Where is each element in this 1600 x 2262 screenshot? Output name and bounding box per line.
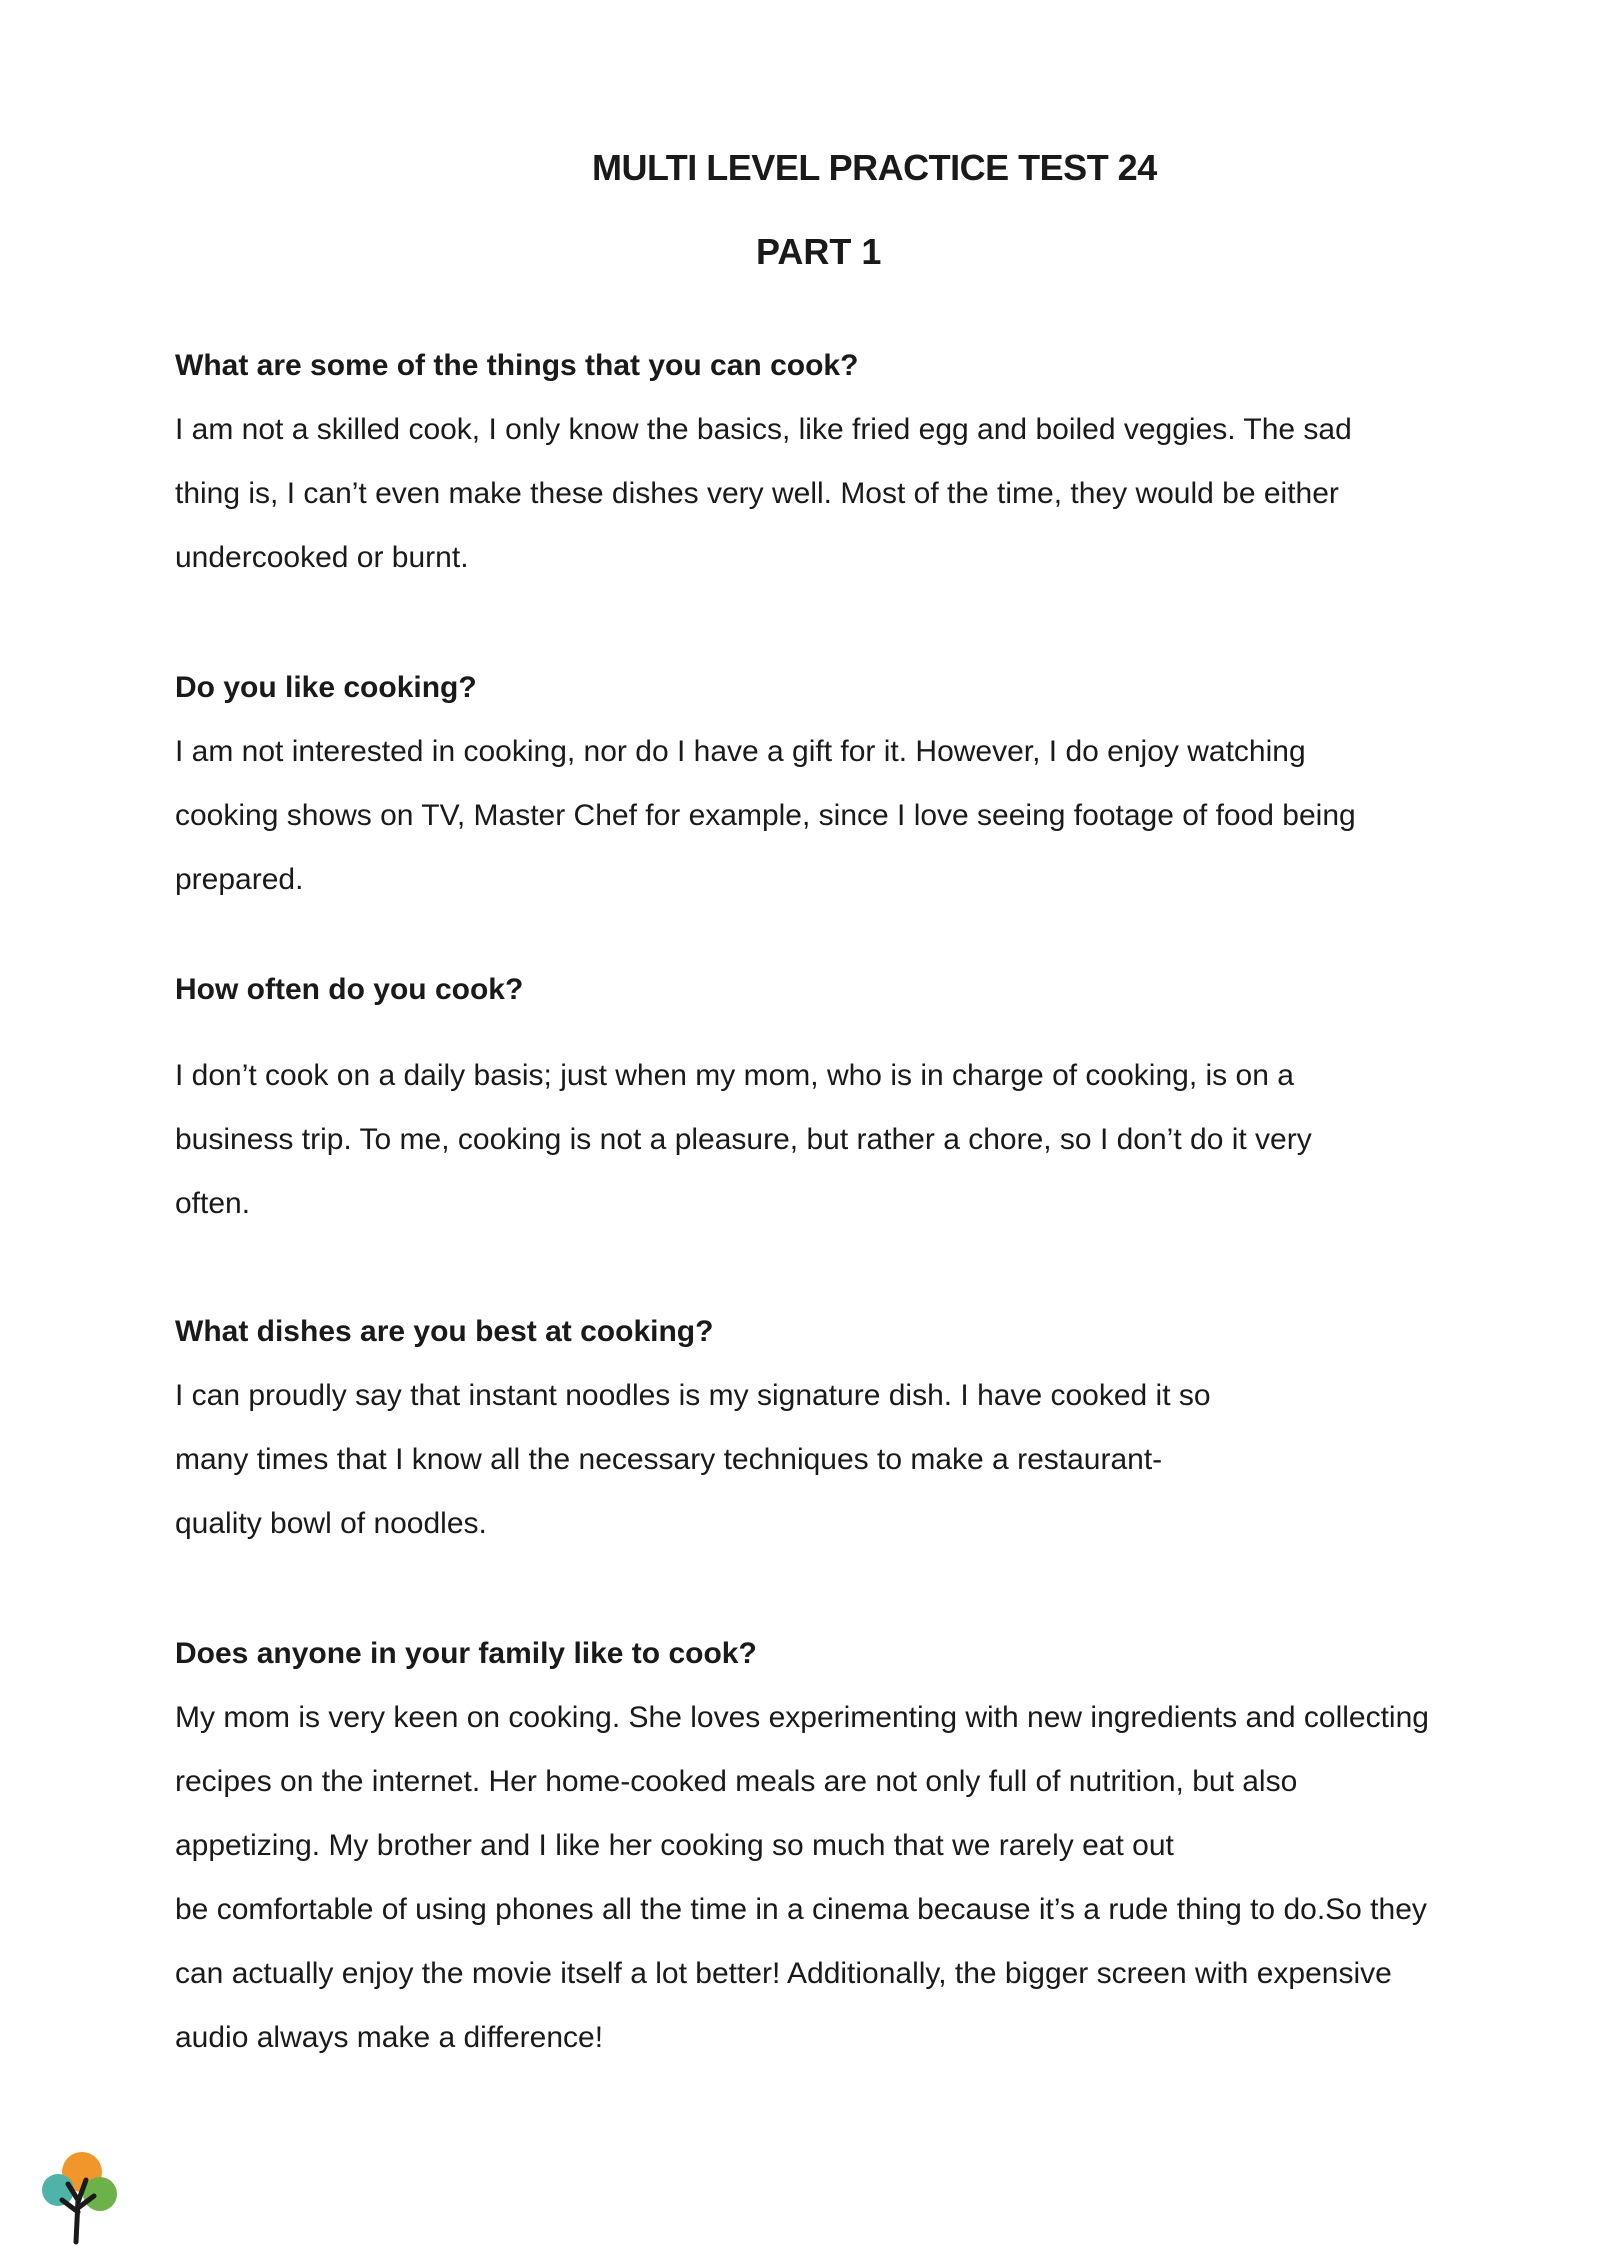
answer-line: I am not a skilled cook, I only know the basics, like fried egg and boiled veggies. The sad xyxy=(175,413,1352,446)
logo-green-leaf xyxy=(83,2177,117,2211)
question-heading: Does anyone in your family like to cook? xyxy=(175,1637,757,1670)
answer-line: I don’t cook on a daily basis; just when my mom, who is in charge of cooking, is on a xyxy=(175,1059,1294,1092)
qa-block-how-often xyxy=(175,958,1535,1236)
answer-line: be comfortable of using phones all the time in a cinema because it’s a rude thing to do.So they xyxy=(175,1893,1427,1926)
answer-line: audio always make a difference! xyxy=(175,2021,604,2054)
answer-line: business trip. To me, cooking is not a pleasure, but rather a chore, so I don’t do it very xyxy=(175,1123,1312,1156)
answer-line: can actually enjoy the movie itself a lot better! Additionally, the bigger screen with expensive xyxy=(175,1957,1392,1990)
answer-line: I can proudly say that instant noodles is my signature dish. I have cooked it so xyxy=(175,1379,1211,1412)
answer-line: recipes on the internet. Her home-cooked meals are not only full of nutrition, but also xyxy=(175,1765,1298,1798)
answer-line: quality bowl of noodles. xyxy=(175,1507,487,1540)
answer-line: undercooked or burnt. xyxy=(175,541,469,574)
answer-line: prepared. xyxy=(175,863,304,896)
answer-line: cooking shows on TV, Master Chef for example, since I love seeing footage of food being xyxy=(175,799,1356,832)
qa-block-like-cooking xyxy=(175,656,1535,912)
page-title: MULTI LEVEL PRACTICE TEST 24 xyxy=(592,147,1157,188)
answer-line: many times that I know all the necessary techniques to make a restaurant- xyxy=(175,1443,1163,1476)
part-heading: PART 1 xyxy=(756,231,882,272)
question-heading: How often do you cook? xyxy=(175,973,524,1006)
qa-block-family-cook xyxy=(175,1622,1535,2070)
answer-line: appetizing. My brother and I like her cooking so much that we rarely eat out xyxy=(175,1829,1174,1862)
answer-line: often. xyxy=(175,1187,251,1220)
answer-line: I am not interested in cooking, nor do I have a gift for it. However, I do enjoy watching xyxy=(175,735,1306,768)
qa-block-best-dishes xyxy=(175,1300,1535,1556)
question-heading: What dishes are you best at cooking? xyxy=(175,1315,714,1348)
question-heading: Do you like cooking? xyxy=(175,671,477,704)
tree-logo-icon xyxy=(40,2150,120,2245)
answer-line: My mom is very keen on cooking. She loves experimenting with new ingredients and collecting xyxy=(175,1701,1429,1734)
answer-line: thing is, I can’t even make these dishes very well. Most of the time, they would be either xyxy=(175,477,1339,510)
question-heading: What are some of the things that you can cook? xyxy=(175,349,859,382)
qa-block-cook-things xyxy=(175,334,1535,590)
